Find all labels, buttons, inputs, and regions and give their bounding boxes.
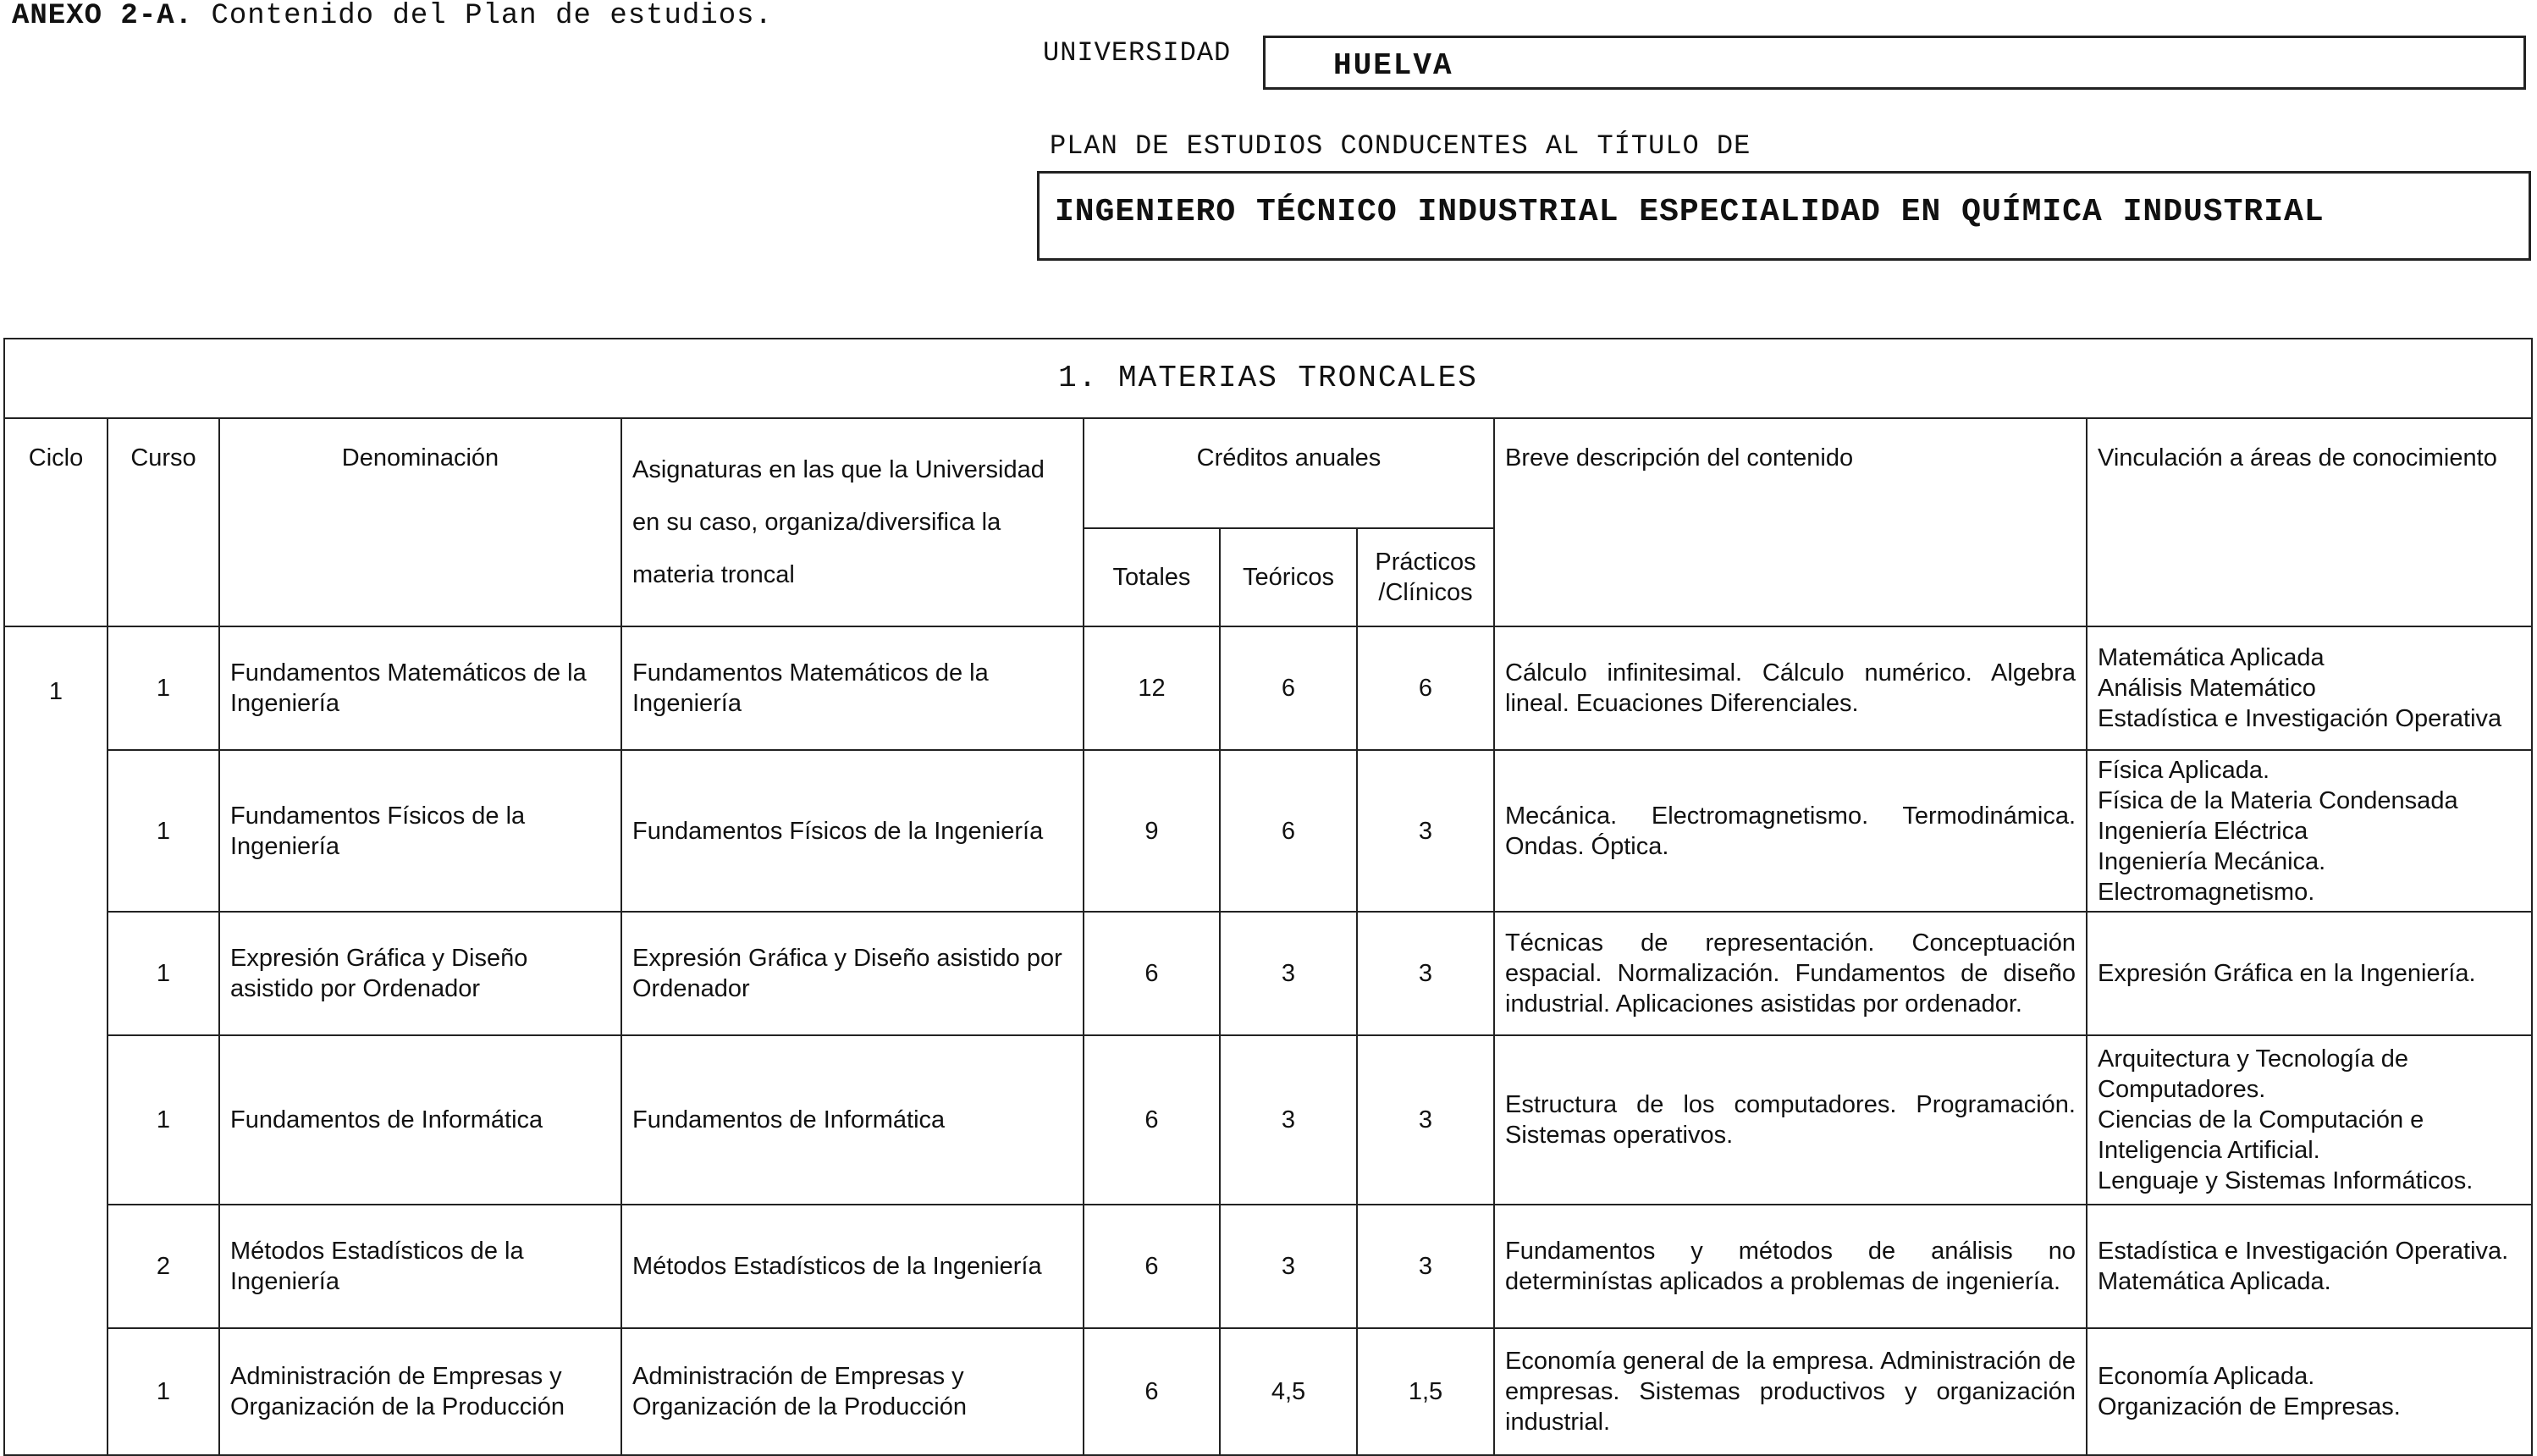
asignatura-cell: Expresión Gráfica y Diseño asistido por Ordenador bbox=[621, 912, 1084, 1035]
plan-label: PLAN DE ESTUDIOS CONDUCENTES AL TÍTULO DE bbox=[1050, 130, 1751, 162]
asignatura-cell: Métodos Estadísticos de la Ingeniería bbox=[621, 1205, 1084, 1328]
annex-label: ANEXO 2-A. bbox=[12, 0, 194, 32]
asignatura-cell: Fundamentos de Informática bbox=[621, 1035, 1084, 1205]
plan-title-value: INGENIERO TÉCNICO INDUSTRIAL ESPECIALIDAD EN QUÍMICA INDUSTRIAL bbox=[1055, 194, 2325, 230]
table-row bbox=[4, 1035, 2532, 1205]
descripcion-cell: Mecánica. Electromagnetismo. Termodinámica. Ondas. Óptica. bbox=[1494, 750, 2087, 912]
denominacion-cell: Expresión Gráfica y Diseño asistido por Ordenador bbox=[219, 912, 621, 1035]
curso-cell: 1 bbox=[108, 1035, 219, 1205]
totales-cell: 6 bbox=[1084, 1205, 1220, 1328]
totales-cell: 6 bbox=[1084, 1328, 1220, 1455]
university-box bbox=[1263, 36, 2526, 90]
teoricos-cell: 3 bbox=[1220, 1205, 1357, 1328]
area-item: Ingeniería Eléctrica bbox=[2098, 817, 2308, 845]
practicos-cell: 3 bbox=[1357, 1205, 1494, 1328]
area-item: Estadística e Investigación Operativa bbox=[2098, 705, 2502, 732]
teoricos-cell: 6 bbox=[1220, 750, 1357, 912]
descripcion-cell: Técnicas de representación. Conceptuación espacial. Normalización. Fundamentos de diseño industrial. Aplicaciones asistidas por ordenador. bbox=[1494, 912, 2087, 1035]
table-row bbox=[4, 626, 2532, 750]
col-denominacion-header: Denominación bbox=[219, 418, 621, 626]
area-item: Expresión Gráfica en la Ingeniería. bbox=[2098, 960, 2476, 987]
descripcion-cell: Estructura de los computadores. Programación. Sistemas operativos. bbox=[1494, 1035, 2087, 1205]
denominacion-cell: Fundamentos Físicos de la Ingeniería bbox=[219, 750, 621, 912]
table-row bbox=[4, 1328, 2532, 1455]
area-item: Matemática Aplicada. bbox=[2098, 1268, 2331, 1295]
university-value: HUELVA bbox=[1333, 48, 1453, 83]
area-item: Lenguaje y Sistemas Informáticos. bbox=[2098, 1167, 2474, 1194]
area-item: Estadística e Investigación Operativa. bbox=[2098, 1238, 2509, 1265]
teoricos-cell: 3 bbox=[1220, 912, 1357, 1035]
descripcion-cell: Cálculo infinitesimal. Cálculo numérico. Algebra lineal. Ecuaciones Diferenciales. bbox=[1494, 626, 2087, 750]
areas-cell bbox=[2087, 626, 2532, 750]
totales-cell: 6 bbox=[1084, 1035, 1220, 1205]
descripcion-cell: Economía general de la empresa. Administración de empresas. Sistemas productivos y organización industrial. bbox=[1494, 1328, 2087, 1455]
totales-cell: 9 bbox=[1084, 750, 1220, 912]
area-item: Organización de Empresas. bbox=[2098, 1393, 2401, 1420]
area-item: Física Aplicada. bbox=[2098, 756, 2270, 784]
table-row bbox=[4, 912, 2532, 1035]
practicos-cell: 3 bbox=[1357, 750, 1494, 912]
area-item: Ciencias de la Computación e Inteligencia Artificial. bbox=[2098, 1106, 2424, 1164]
col-totales-header: Totales bbox=[1084, 528, 1220, 626]
totales-cell: 12 bbox=[1084, 626, 1220, 750]
curso-cell: 1 bbox=[108, 1328, 219, 1455]
col-descripcion-header: Breve descripción del contenido bbox=[1494, 418, 2087, 626]
descripcion-cell: Fundamentos y métodos de análisis no determinístas aplicados a problemas de ingeniería. bbox=[1494, 1205, 2087, 1328]
ciclo-cell: 1 bbox=[4, 626, 108, 1455]
asignatura-cell: Fundamentos Matemáticos de la Ingeniería bbox=[621, 626, 1084, 750]
area-item: Electromagnetismo. bbox=[2098, 878, 2315, 906]
plan-title-box bbox=[1037, 171, 2531, 261]
area-item: Matemática Aplicada bbox=[2098, 644, 2325, 671]
practicos-cell: 6 bbox=[1357, 626, 1494, 750]
annex-text: Contenido del Plan de estudios. bbox=[211, 0, 773, 32]
curso-cell: 2 bbox=[108, 1205, 219, 1328]
area-item: Análisis Matemático bbox=[2098, 675, 2316, 702]
areas-cell bbox=[2087, 1035, 2532, 1205]
totales-cell: 6 bbox=[1084, 912, 1220, 1035]
col-asignaturas-header: Asignaturas en las que la Universidad en su caso, organiza/diversifica la materia troncal bbox=[621, 418, 1084, 626]
asignatura-cell: Administración de Empresas y Organización de la Producción bbox=[621, 1328, 1084, 1455]
col-vinculacion-header: Vinculación a áreas de conocimiento bbox=[2087, 418, 2532, 626]
denominacion-cell: Métodos Estadísticos de la Ingeniería bbox=[219, 1205, 621, 1328]
asignatura-cell: Fundamentos Físicos de la Ingeniería bbox=[621, 750, 1084, 912]
materias-troncales-table bbox=[3, 338, 2533, 1456]
curso-cell: 1 bbox=[108, 626, 219, 750]
denominacion-cell: Fundamentos de Informática bbox=[219, 1035, 621, 1205]
university-label: UNIVERSIDAD bbox=[1043, 37, 1232, 69]
col-teoricos-header: Teóricos bbox=[1220, 528, 1357, 626]
areas-cell bbox=[2087, 912, 2532, 1035]
area-item: Economía Aplicada. bbox=[2098, 1363, 2315, 1390]
annex-heading bbox=[12, 0, 773, 32]
teoricos-cell: 3 bbox=[1220, 1035, 1357, 1205]
col-curso-header: Curso bbox=[108, 418, 219, 626]
areas-cell bbox=[2087, 1205, 2532, 1328]
table-row bbox=[4, 750, 2532, 912]
col-ciclo-header: Ciclo bbox=[4, 418, 108, 626]
teoricos-cell: 4,5 bbox=[1220, 1328, 1357, 1455]
practicos-cell: 3 bbox=[1357, 912, 1494, 1035]
denominacion-cell: Fundamentos Matemáticos de la Ingeniería bbox=[219, 626, 621, 750]
area-item: Física de la Materia Condensada bbox=[2098, 786, 2458, 814]
curso-cell: 1 bbox=[108, 750, 219, 912]
table-title: 1. MATERIAS TRONCALES bbox=[4, 339, 2532, 418]
denominacion-cell: Administración de Empresas y Organización de la Producción bbox=[219, 1328, 621, 1455]
area-item: Arquitectura y Tecnología de Computadores. bbox=[2098, 1045, 2409, 1103]
practicos-cell: 3 bbox=[1357, 1035, 1494, 1205]
col-creditos-header: Créditos anuales bbox=[1084, 418, 1494, 528]
table-row bbox=[4, 1205, 2532, 1328]
curso-cell: 1 bbox=[108, 912, 219, 1035]
teoricos-cell: 6 bbox=[1220, 626, 1357, 750]
practicos-cell: 1,5 bbox=[1357, 1328, 1494, 1455]
area-item: Ingeniería Mecánica. bbox=[2098, 847, 2326, 875]
areas-cell bbox=[2087, 1328, 2532, 1455]
col-practicos-header: Prácticos /Clínicos bbox=[1357, 528, 1494, 626]
areas-cell bbox=[2087, 750, 2532, 912]
